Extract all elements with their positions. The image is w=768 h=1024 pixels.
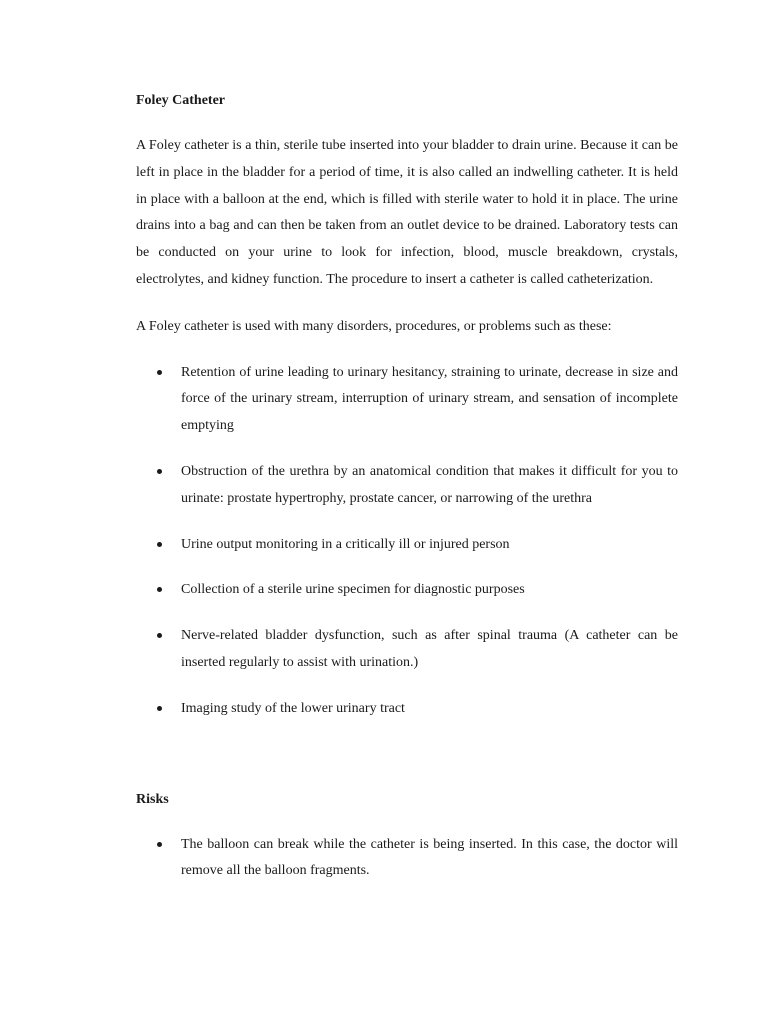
list-item [136, 832, 678, 886]
bullet-icon [157, 370, 162, 375]
risks-list [136, 832, 678, 886]
bullet-icon [157, 706, 162, 711]
bullet-icon [157, 633, 162, 638]
bullet-icon [157, 587, 162, 592]
intro-paragraph: A Foley catheter is a thin, sterile tube inserted into your bladder to drain urine. Because it can be left in place in the bladder for a period of time, it is also called an indwelling catheter. It is held in place with a balloon at the end, which is filled with sterile water to hold it in place. The urine drains into a bag and can then be taken from an outlet device to be drained. Laboratory tests can be conducted on your urine to look for infection, blood, muscle breakdown, crystals, electrolytes, and kidney function. The procedure to insert a catheter is called catheterization. [136, 138, 678, 287]
list-item [136, 577, 678, 604]
list-item [136, 459, 678, 513]
uses-intro-paragraph: A Foley catheter is used with many disorders, procedures, or problems such as these: [136, 318, 612, 334]
risks-heading: Risks [136, 791, 169, 807]
bullet-icon [157, 542, 162, 547]
list-item [136, 696, 678, 723]
list-item-text: The balloon can break while the catheter is being inserted. In this case, the doctor will remove all the balloon fragments. [181, 836, 678, 879]
uses-list [136, 360, 678, 723]
bullet-icon [157, 842, 162, 847]
list-item-text: Urine output monitoring in a critically ill or injured person [181, 536, 510, 552]
list-item-text: Imaging study of the lower urinary tract [181, 700, 405, 716]
document-page [136, 88, 678, 885]
list-item [136, 623, 678, 677]
list-item [136, 360, 678, 440]
list-item-text: Retention of urine leading to urinary hesitancy, straining to urinate, decrease in size and force of the urinary stream, interruption of urinary stream, and sensation of incomplete emptying [181, 364, 678, 434]
bullet-icon [157, 469, 162, 474]
document-title: Foley Catheter [136, 93, 226, 108]
list-item-text: Obstruction of the urethra by an anatomical condition that makes it difficult for you to urinate: prostate hypertrophy, prostate cancer, or narrowing of the urethra [181, 463, 678, 506]
list-item [136, 532, 678, 559]
list-item-text: Nerve-related bladder dysfunction, such as after spinal trauma (A catheter can be inserted regularly to assist with urination.) [181, 628, 678, 670]
list-item-text: Collection of a sterile urine specimen for diagnostic purposes [181, 582, 525, 598]
